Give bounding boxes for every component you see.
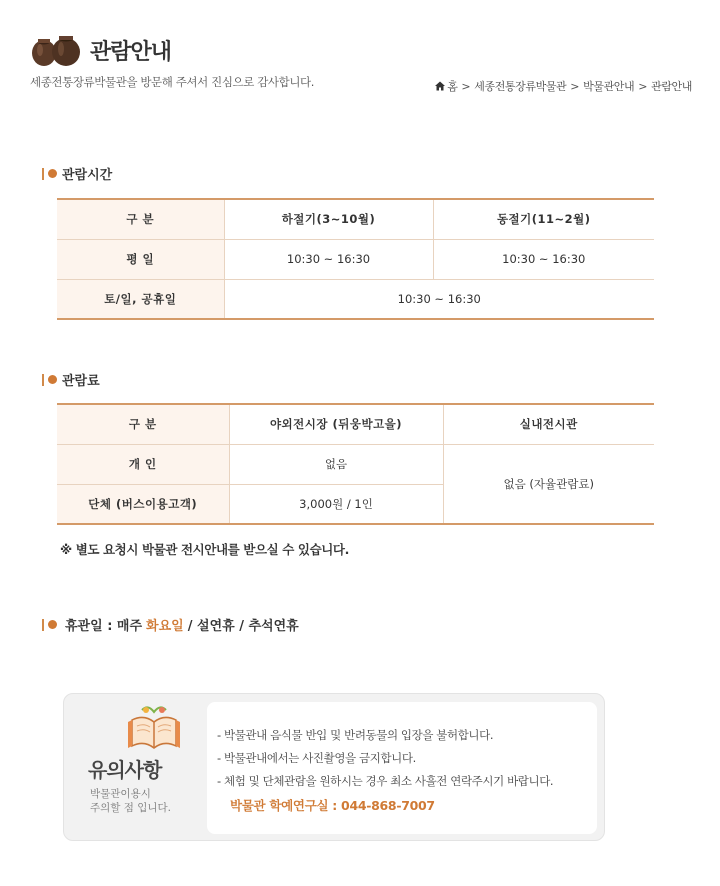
fees-indoor-value: 없음 (자율관람료) xyxy=(443,444,654,524)
section-bar xyxy=(42,168,44,180)
fees-group-outdoor: 3,000원 / 1인 xyxy=(229,484,443,524)
fees-row-label-group: 단체 (버스이용고객) xyxy=(57,484,229,524)
fees-section-title: 관람료 xyxy=(62,374,100,389)
hours-weekend-all: 10:30 ~ 16:30 xyxy=(224,279,654,319)
breadcrumb-separator: > xyxy=(638,79,648,93)
breadcrumb-item-home[interactable]: 홈 xyxy=(447,80,458,93)
hours-weekday-winter: 10:30 ~ 16:30 xyxy=(433,239,654,279)
notice-item-photo: - 박물관내에서는 사진촬영을 금지합니다. xyxy=(217,751,416,765)
hours-header-category: 구 분 xyxy=(57,199,224,239)
notice-contact: 박물관 학예연구실 : 044-868-7007 xyxy=(230,798,435,813)
hours-section-heading xyxy=(42,164,112,183)
notice-subtitle-line2: 주의할 점 입니다. xyxy=(90,802,172,814)
bullet-dot-icon xyxy=(48,375,57,384)
hours-row-label-weekday: 평 일 xyxy=(57,239,224,279)
notice-left-panel xyxy=(64,694,209,842)
notice-box xyxy=(63,693,605,841)
page-title: 관람안내 xyxy=(90,39,172,65)
closed-suffix: / 설연휴 / 추석연휴 xyxy=(187,619,299,634)
notice-list xyxy=(217,724,597,793)
hours-table xyxy=(57,198,654,320)
hours-header-summer: 하절기(3~10월) xyxy=(224,199,433,239)
notice-content xyxy=(207,702,597,834)
table-row xyxy=(57,279,654,319)
page-subtitle: 세종전통장류박물관을 방문해 주셔서 진심으로 감사합니다. xyxy=(30,75,314,89)
notice-subtitle-line1: 박물관이용시 xyxy=(90,788,151,800)
fees-table xyxy=(57,403,654,525)
notice-item-reservation: - 체험 및 단체관람을 원하시는 경우 최소 사흘전 연락주시기 바랍니다. xyxy=(217,774,554,788)
closed-prefix: 휴관일 : 매주 xyxy=(65,619,143,634)
closed-highlight: 화요일 xyxy=(146,619,184,634)
breadcrumb-item-museum[interactable]: 세종전통장류박물관 xyxy=(474,80,567,93)
fees-section-heading xyxy=(42,370,100,389)
hours-section-title: 관람시간 xyxy=(62,168,113,183)
section-bar xyxy=(42,619,44,631)
breadcrumb-item-current[interactable]: 관람안내 xyxy=(651,80,692,93)
open-book-icon xyxy=(124,704,184,752)
table-row xyxy=(57,239,654,279)
notice-title: 유의사항 xyxy=(88,758,162,782)
closed-days xyxy=(42,615,299,634)
fees-header-indoor: 실내전시관 xyxy=(443,404,654,444)
breadcrumb-item-museum-info[interactable]: 박물관안내 xyxy=(583,80,635,93)
notice-item-food-pets: - 박물관내 음식물 반입 및 반려동물의 입장을 불허합니다. xyxy=(217,728,494,742)
breadcrumb-separator: > xyxy=(461,79,471,93)
hours-weekday-summer: 10:30 ~ 16:30 xyxy=(224,239,433,279)
breadcrumb-separator: > xyxy=(570,79,580,93)
hours-row-label-weekend: 토/일, 공휴일 xyxy=(57,279,224,319)
table-row xyxy=(57,444,654,484)
table-header-row xyxy=(57,404,654,444)
hours-header-winter: 동절기(11~2월) xyxy=(433,199,654,239)
bullet-dot-icon xyxy=(48,620,57,629)
page-header xyxy=(30,32,171,68)
breadcrumb xyxy=(435,78,692,94)
section-bar xyxy=(42,374,44,386)
fees-row-label-individual: 개 인 xyxy=(57,444,229,484)
fees-header-category: 구 분 xyxy=(57,404,229,444)
bullet-dot-icon xyxy=(48,169,57,178)
home-icon[interactable] xyxy=(435,81,445,91)
table-header-row xyxy=(57,199,654,239)
fees-individual-outdoor: 없음 xyxy=(229,444,443,484)
guide-note: ※ 별도 요청시 박물관 전시안내를 받으실 수 있습니다. xyxy=(60,542,349,557)
fees-header-outdoor: 야외전시장 (뒤웅박고을) xyxy=(229,404,443,444)
onggi-jar-icon xyxy=(30,32,82,68)
